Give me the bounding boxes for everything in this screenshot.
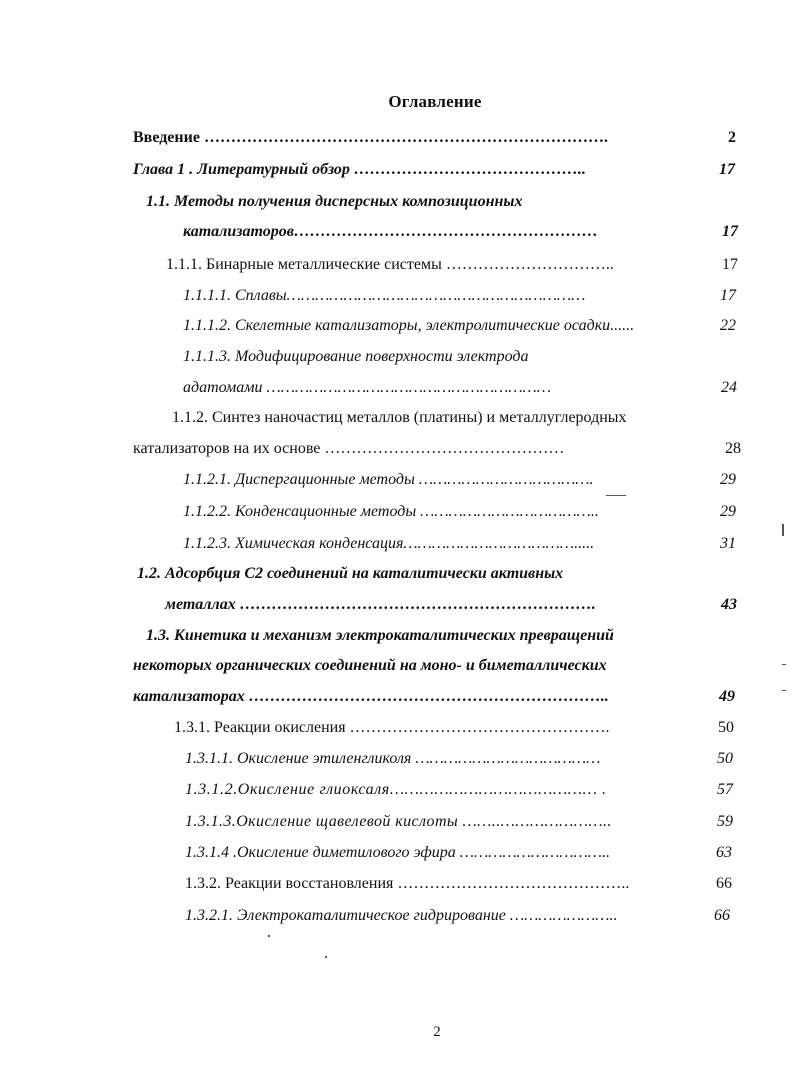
scan-artifact — [782, 690, 786, 691]
toc-entry-1-3-1[interactable]: 1.3.1. Реакции окисления …………………………………………. — [174, 719, 610, 736]
toc-entry-1-1-line2[interactable]: катализаторов………………………………………………… — [183, 223, 598, 240]
toc-page-1-1-2-3: 31 — [720, 535, 736, 552]
toc-entry-chapter-1[interactable]: Глава 1 . Литературный обзор …………………………………….. — [133, 161, 586, 178]
toc-entry-1-3-1-2[interactable]: 1.3.1.2.Окисление глиоксаля…………………………………… . — [185, 781, 607, 798]
toc-entry-1-3-line1[interactable]: 1.3. Кинетика и механизм электрокаталитических превращений — [146, 627, 614, 644]
toc-page-1-3-1-2: 57 — [717, 781, 733, 798]
page-number: 2 — [433, 1024, 441, 1040]
toc-entry-introduction[interactable]: Введение …………………………………………………………………. — [133, 129, 608, 146]
toc-page-1-1-2: 28 — [725, 440, 741, 457]
toc-page-1-3-1-3: 59 — [717, 813, 733, 830]
toc-entry-1-3-1-1[interactable]: 1.3.1.1. Окисление этиленгликоля ………………………………… — [185, 750, 601, 767]
toc-entry-1-1-2-line2[interactable]: катализаторов на их основе ……………………………………… — [133, 440, 565, 457]
toc-entry-1-1-1-1[interactable]: 1.1.1.1. Сплавы……………………………………………………… — [183, 287, 586, 304]
toc-entry-1-1-1-3-line1[interactable]: 1.1.1.3. Модифицирование поверхности электрода — [183, 348, 529, 365]
toc-page-1-3-1: 50 — [718, 719, 734, 736]
scan-artifact — [606, 495, 626, 496]
toc-page-1-2: 43 — [721, 596, 737, 613]
toc-entry-1-1-1-2[interactable]: 1.1.1.2. Скелетные катализаторы, электролитические осадки...... — [183, 317, 635, 334]
toc-entry-1-3-line2[interactable]: некоторых органических соединений на моно- и биметаллических — [133, 657, 607, 674]
toc-entry-1-3-2[interactable]: 1.3.2. Реакции восстановления …………………………………….. — [185, 875, 630, 892]
toc-entry-1-3-2-1[interactable]: 1.3.2.1. Электрокаталитическое гидрирование ………………….. — [185, 907, 618, 924]
scan-artifact — [782, 524, 784, 536]
toc-entry-1-3-line3[interactable]: катализаторах ………………………………………………………….. — [133, 688, 609, 705]
toc-page-1-1-1-1: 17 — [720, 287, 736, 304]
toc-page-1-3-1-1: 50 — [717, 750, 733, 767]
toc-entry-1-1-1[interactable]: 1.1.1. Бинарные металлические системы ………………………….. — [166, 256, 614, 273]
toc-page-1-3: 49 — [719, 688, 735, 705]
toc-entry-1-3-1-4[interactable]: 1.3.1.4 .Окисление диметилового эфира ………………………….. — [185, 844, 611, 861]
toc-page-1-1-1: 17 — [722, 256, 738, 273]
scan-artifact — [325, 956, 327, 958]
toc-title: Оглавление — [388, 92, 482, 111]
toc-page-1-1-2-2: 29 — [720, 503, 736, 520]
toc-page-introduction: 2 — [728, 129, 736, 146]
toc-page-1-3-2: 66 — [716, 875, 732, 892]
toc-page-1-1-1-2: 22 — [720, 317, 736, 334]
toc-page-1-3-1-4: 63 — [716, 844, 732, 861]
toc-page-1-1-1-3: 24 — [721, 379, 737, 396]
toc-entry-1-1-2-1[interactable]: 1.1.2.1. Диспергационные методы ………………………………. — [183, 471, 594, 488]
toc-entry-1-1-1-3-line2[interactable]: адатомами …………………………………………………… — [183, 379, 551, 396]
toc-entry-1-1-2-2[interactable]: 1.1.2.2. Конденсационные методы ……………………………….. — [183, 503, 599, 520]
toc-page-1-1: 17 — [722, 223, 738, 240]
scan-artifact — [268, 935, 270, 937]
toc-entry-1-1-line1[interactable]: 1.1. Методы получения дисперсных композиционных — [146, 193, 523, 210]
toc-entry-1-2-line1[interactable]: 1.2. Адсорбция С2 соединений на каталитически активных — [137, 565, 564, 582]
toc-page-chapter-1: 17 — [719, 161, 735, 178]
toc-entry-1-2-line2[interactable]: металлах …………………………………………………………. — [165, 596, 596, 613]
toc-entry-1-1-2-3[interactable]: 1.1.2.3. Химическая конденсация………………………………..... — [183, 535, 595, 552]
toc-entry-1-1-2-line1[interactable]: 1.1.2. Синтез наночастиц металлов (платины) и металлуглеродных — [172, 409, 627, 426]
toc-page-1-3-2-1: 66 — [714, 907, 730, 924]
toc-page-1-1-2-1: 29 — [720, 471, 736, 488]
scan-artifact — [782, 664, 786, 665]
toc-entry-1-3-1-3[interactable]: 1.3.1.3.Окисление щавелевой кислоты ……..………………….. — [185, 813, 612, 830]
